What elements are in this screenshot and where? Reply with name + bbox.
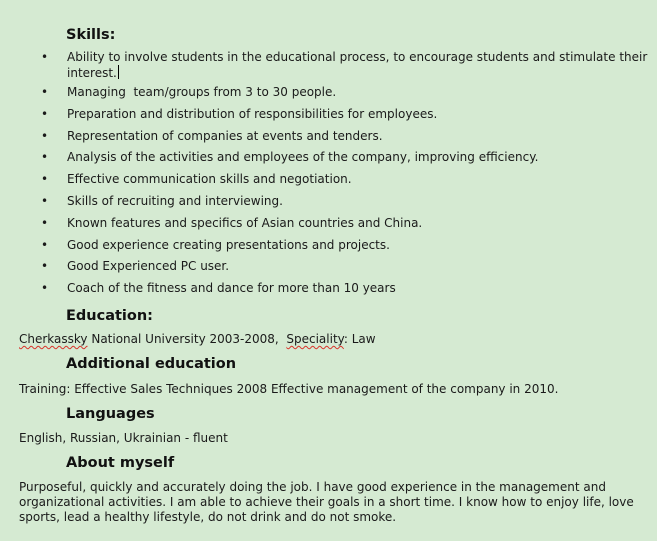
bullet-icon: • xyxy=(41,106,49,121)
bullet-icon: • xyxy=(41,215,49,230)
about-text: Purposeful, quickly and accurately doing the job. I have good experience in the management and organizational activities. I am able to achieve their goals in a short time. I know how to enjoy life, love sports, lead a healthy lifestyle, do not drink and do not smoke. xyxy=(19,480,634,524)
skill-item: • Preparation and distribution of responsibilities for employees. xyxy=(41,106,438,121)
skill-item: • Effective communication skills and negotiation. xyxy=(41,172,352,187)
bullet-icon: • xyxy=(41,281,49,296)
additional-education-text: Training: Effective Sales Techniques 2008 Effective management of the company in 2010. xyxy=(19,382,559,396)
bullet-icon: • xyxy=(41,150,49,165)
skill-item: • Ability to involve students in the educational process, to encourage students and stimulate their interest. xyxy=(41,50,648,80)
bullet-icon: • xyxy=(41,237,49,252)
spellcheck-word: Speciality xyxy=(286,332,344,346)
about-heading: About myself xyxy=(66,455,175,471)
skills-list xyxy=(0,50,657,303)
skill-item: • Good Experienced PC user. xyxy=(41,259,230,274)
skill-item: • Analysis of the activities and employees of the company, improving efficiency. xyxy=(41,150,539,165)
skill-item: • Good experience creating presentations and projects. xyxy=(41,237,390,252)
additional-education-heading: Additional education xyxy=(66,356,237,372)
skills-heading: Skills: xyxy=(66,27,116,43)
bullet-icon: • xyxy=(41,50,49,64)
skill-item: • Representation of companies at events and tenders. xyxy=(41,128,383,143)
skill-item: • Managing team/groups from 3 to 30 people. xyxy=(41,85,337,99)
bullet-icon: • xyxy=(41,193,49,208)
skill-item: • Known features and specifics of Asian countries and China. xyxy=(41,215,423,230)
text-cursor xyxy=(118,65,120,79)
languages-text: English, Russian, Ukrainian - fluent xyxy=(19,431,228,445)
education-heading: Education: xyxy=(66,308,153,324)
skill-item: • Skills of recruiting and interviewing. xyxy=(41,193,283,208)
languages-heading: Languages xyxy=(66,406,155,422)
skill-item: • Coach of the fitness and dance for more than 10 years xyxy=(41,281,396,296)
bullet-icon: • xyxy=(41,259,49,274)
bullet-icon: • xyxy=(41,172,49,187)
bullet-icon: • xyxy=(41,85,49,99)
spellcheck-word: Cherkassky xyxy=(19,332,88,346)
bullet-icon: • xyxy=(41,128,49,143)
education-text: Cherkassky National University 2003-2008, Speciality: Law xyxy=(19,332,376,346)
